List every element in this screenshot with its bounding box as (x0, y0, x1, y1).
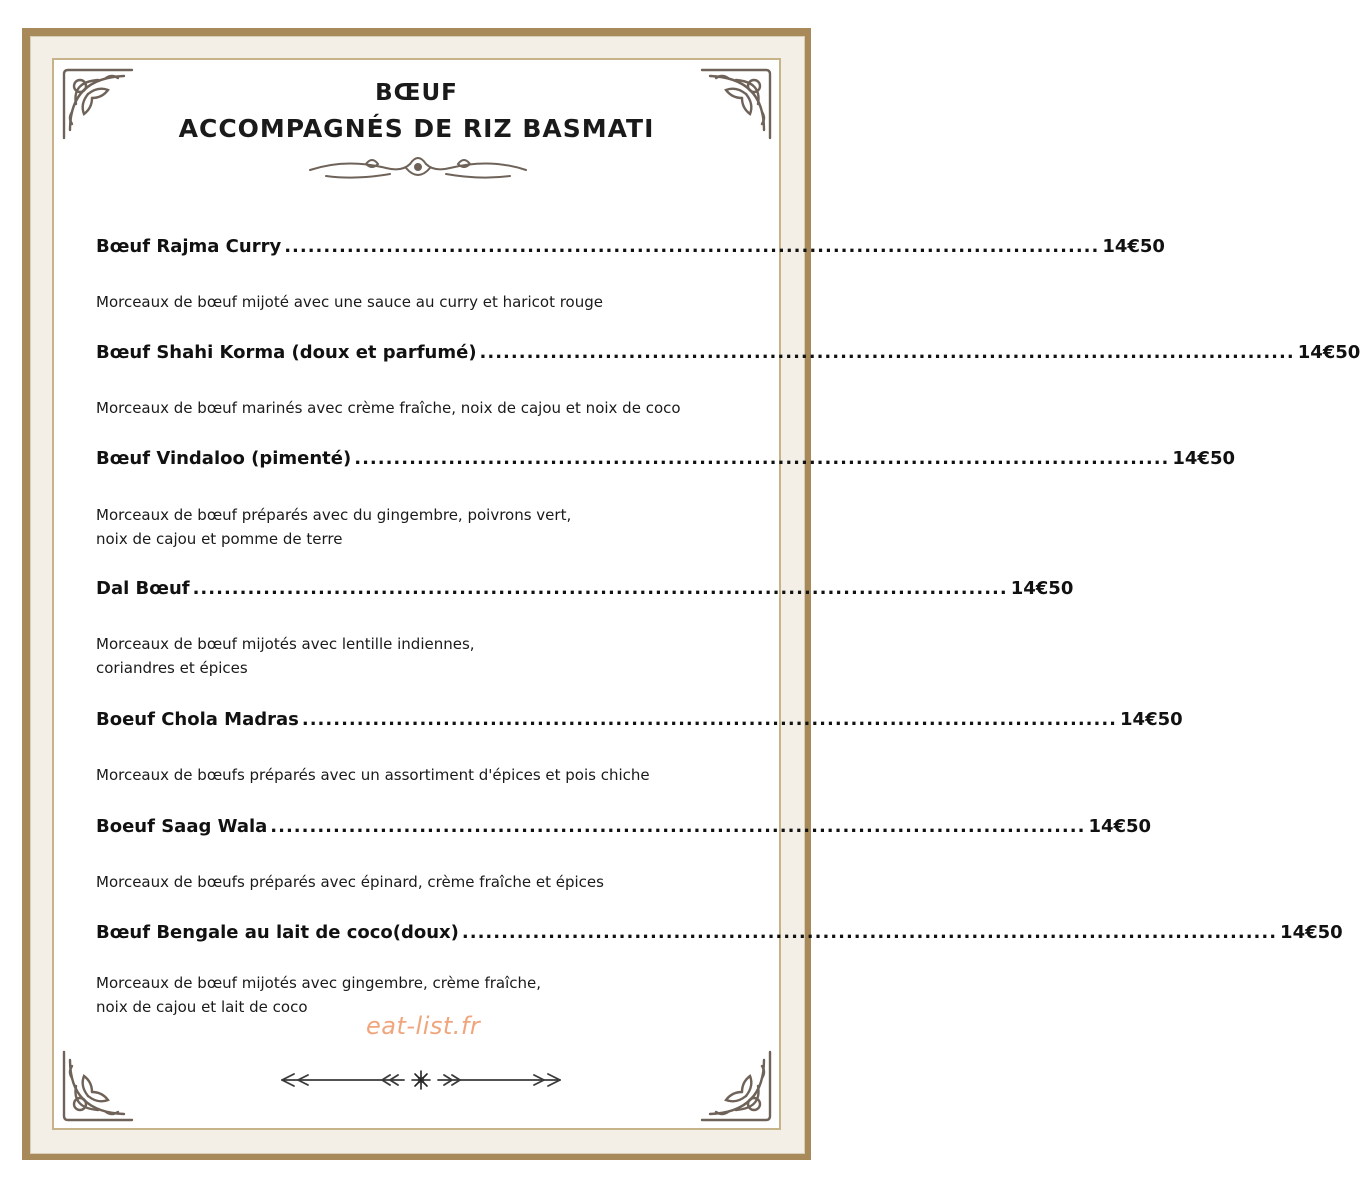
description-line: Morceaux de bœufs préparés avec un assortiment d'épices et pois chiche (96, 766, 650, 784)
dish-6-description (96, 870, 756, 894)
dot-leader: ........................................................................................................ (354, 448, 1170, 469)
dot-leader: ........................................................................................................ (270, 816, 1086, 837)
dish-4-description (96, 632, 756, 680)
dish-price: 14€50 (1297, 342, 1360, 363)
description-line: Morceaux de bœuf marinés avec crème fraîche, noix de cajou et noix de coco (96, 399, 681, 417)
description-line: Morceaux de bœuf mijoté avec une sauce au curry et haricot rouge (96, 293, 603, 311)
dish-name: Bœuf Rajma Curry (96, 236, 282, 257)
dish-2-description (96, 396, 756, 420)
watermark: eat-list.fr (366, 1012, 481, 1040)
description-line: Morceaux de bœufs préparés avec épinard, crème fraîche et épices (96, 873, 604, 891)
scroll-flourish-icon (306, 150, 530, 184)
description-line: noix de cajou et lait de coco (96, 998, 308, 1016)
dot-leader: ........................................................................................................ (192, 578, 1008, 599)
arrow-divider-icon (276, 1068, 566, 1092)
dish-name: Dal Bœuf (96, 578, 190, 599)
dish-2-name-row (96, 342, 1360, 363)
dot-leader: ........................................................................................................ (301, 709, 1118, 730)
dish-name: Bœuf Bengale au lait de coco(doux) (96, 922, 459, 943)
dish-price: 14€50 (1280, 922, 1343, 943)
dish-1-description (96, 290, 756, 314)
dish-6-name-row (96, 816, 1152, 837)
description-line: Morceaux de bœuf préparés avec du gingembre, poivrons vert, (96, 506, 572, 524)
description-line: noix de cajou et pomme de terre (96, 530, 343, 548)
dot-leader: ........................................................................................................ (479, 342, 1295, 363)
dish-price: 14€50 (1010, 578, 1074, 599)
dot-leader: ........................................................................................................ (284, 236, 1100, 257)
description-line: Morceaux de bœuf mijotés avec gingembre, crème fraîche, (96, 974, 542, 992)
dish-7-name-row (96, 922, 1343, 943)
dish-1-name-row (96, 236, 1165, 257)
dish-price: 14€50 (1120, 709, 1183, 730)
dish-5-description (96, 763, 756, 787)
menu-title: BŒUF (375, 80, 458, 106)
dish-name: Boeuf Saag Wala (96, 816, 268, 837)
dish-name: Bœuf Shahi Korma (doux et parfumé) (96, 342, 477, 363)
dish-3-description (96, 503, 756, 551)
dish-price: 14€50 (1172, 448, 1235, 469)
dish-3-name-row (96, 448, 1235, 469)
dish-price: 14€50 (1102, 236, 1165, 257)
menu-subtitle: ACCOMPAGNÉS DE RIZ BASMATI (178, 114, 655, 143)
dish-4-name-row (96, 578, 1074, 599)
dish-5-name-row (96, 709, 1183, 730)
dish-price: 14€50 (1088, 816, 1152, 837)
corner-bottom-left-icon (58, 1046, 138, 1126)
dot-leader: ........................................................................................................ (461, 922, 1278, 943)
dish-name: Boeuf Chola Madras (96, 709, 299, 730)
description-line: Morceaux de bœuf mijotés avec lentille indiennes, (96, 635, 475, 653)
description-line: coriandres et épices (96, 659, 248, 677)
corner-bottom-right-icon (696, 1046, 776, 1126)
dish-name: Bœuf Vindaloo (pimenté) (96, 448, 352, 469)
